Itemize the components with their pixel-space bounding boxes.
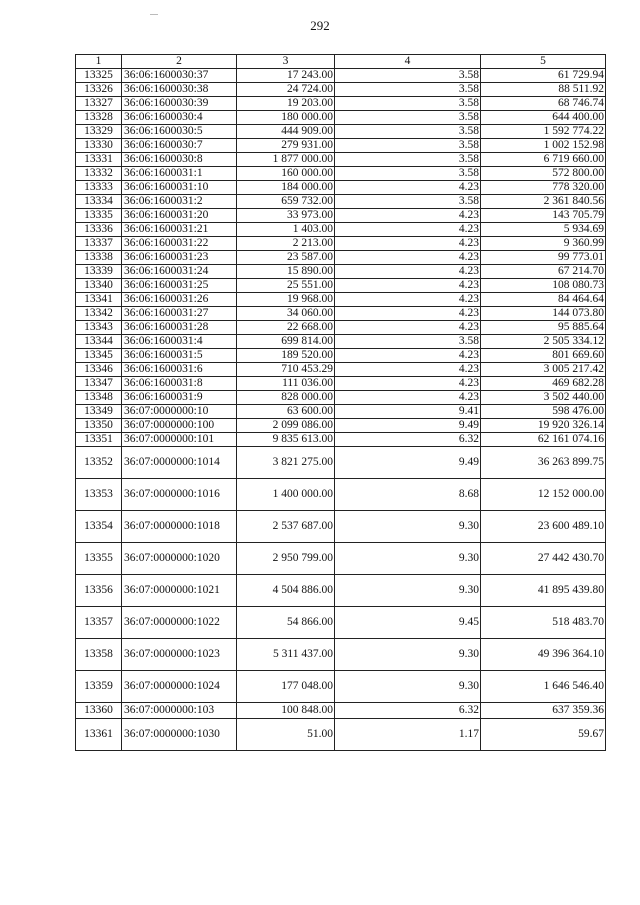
table-row (76, 607, 606, 639)
cadastral-number-cell: 36:06:1600031:5 (122, 349, 237, 363)
rate-cell: 3.58 (335, 69, 481, 83)
row-number-cell: 13325 (76, 69, 122, 83)
row-number-cell: 13329 (76, 125, 122, 139)
row-number-cell: 13340 (76, 279, 122, 293)
value-cell: 2 361 840.56 (481, 195, 606, 209)
area-cell: 25 551.00 (237, 279, 335, 293)
cadastral-number-cell: 36:07:0000000:100 (122, 419, 237, 433)
table-row (76, 575, 606, 607)
table-row (76, 195, 606, 209)
area-cell: 699 814.00 (237, 335, 335, 349)
row-number-cell: 13360 (76, 703, 122, 719)
table-row (76, 97, 606, 111)
area-cell: 9 835 613.00 (237, 433, 335, 447)
cadastral-number-cell: 36:06:1600031:9 (122, 391, 237, 405)
table-row (76, 265, 606, 279)
column-header: 2 (122, 55, 237, 69)
row-number-cell: 13354 (76, 511, 122, 543)
table-row (76, 377, 606, 391)
value-cell: 6 719 660.00 (481, 153, 606, 167)
table-row (76, 153, 606, 167)
row-number-cell: 13351 (76, 433, 122, 447)
table-row (76, 293, 606, 307)
area-cell: 3 821 275.00 (237, 447, 335, 479)
cadastral-number-cell: 36:06:1600030:4 (122, 111, 237, 125)
table-row (76, 391, 606, 405)
rate-cell: 9.30 (335, 671, 481, 703)
value-cell: 144 073.80 (481, 307, 606, 321)
value-cell: 61 729.94 (481, 69, 606, 83)
cadastral-number-cell: 36:06:1600030:38 (122, 83, 237, 97)
value-cell: 36 263 899.75 (481, 447, 606, 479)
rate-cell: 4.23 (335, 209, 481, 223)
area-cell: 15 890.00 (237, 265, 335, 279)
value-cell: 1 002 152.98 (481, 139, 606, 153)
rate-cell: 3.58 (335, 97, 481, 111)
row-number-cell: 13358 (76, 639, 122, 671)
column-header: 1 (76, 55, 122, 69)
row-number-cell: 13336 (76, 223, 122, 237)
rate-cell: 4.23 (335, 181, 481, 195)
value-cell: 143 705.79 (481, 209, 606, 223)
table-row (76, 125, 606, 139)
cadastral-number-cell: 36:07:0000000:1030 (122, 719, 237, 751)
area-cell: 34 060.00 (237, 307, 335, 321)
rate-cell: 4.23 (335, 307, 481, 321)
rate-cell: 9.41 (335, 405, 481, 419)
area-cell: 2 099 086.00 (237, 419, 335, 433)
table-row (76, 83, 606, 97)
rate-cell: 3.58 (335, 111, 481, 125)
area-cell: 17 243.00 (237, 69, 335, 83)
column-header: 5 (481, 55, 606, 69)
area-cell: 100 848.00 (237, 703, 335, 719)
rate-cell: 3.58 (335, 139, 481, 153)
table-row (76, 479, 606, 511)
row-number-cell: 13353 (76, 479, 122, 511)
table-row (76, 223, 606, 237)
row-number-cell: 13342 (76, 307, 122, 321)
area-cell: 22 668.00 (237, 321, 335, 335)
row-number-cell: 13343 (76, 321, 122, 335)
row-number-cell: 13333 (76, 181, 122, 195)
row-number-cell: 13348 (76, 391, 122, 405)
rate-cell: 3.58 (335, 335, 481, 349)
rate-cell: 4.23 (335, 391, 481, 405)
cadastral-number-cell: 36:07:0000000:101 (122, 433, 237, 447)
rate-cell: 4.23 (335, 237, 481, 251)
column-header: 3 (237, 55, 335, 69)
rate-cell: 9.30 (335, 639, 481, 671)
row-number-cell: 13338 (76, 251, 122, 265)
row-number-cell: 13344 (76, 335, 122, 349)
table-row (76, 181, 606, 195)
cadastral-number-cell: 36:06:1600030:8 (122, 153, 237, 167)
row-number-cell: 13356 (76, 575, 122, 607)
area-cell: 1 403.00 (237, 223, 335, 237)
rate-cell: 4.23 (335, 363, 481, 377)
cadastral-number-cell: 36:06:1600030:37 (122, 69, 237, 83)
value-cell: 62 161 074.16 (481, 433, 606, 447)
rate-cell: 9.30 (335, 511, 481, 543)
table-body (76, 69, 606, 751)
rate-cell: 6.32 (335, 703, 481, 719)
value-cell: 1 592 774.22 (481, 125, 606, 139)
cadastral-number-cell: 36:07:0000000:1018 (122, 511, 237, 543)
cadastral-number-cell: 36:06:1600030:39 (122, 97, 237, 111)
value-cell: 27 442 430.70 (481, 543, 606, 575)
area-cell: 659 732.00 (237, 195, 335, 209)
rate-cell: 4.23 (335, 349, 481, 363)
table-row (76, 209, 606, 223)
row-number-cell: 13349 (76, 405, 122, 419)
cadastral-number-cell: 36:07:0000000:1020 (122, 543, 237, 575)
row-number-cell: 13330 (76, 139, 122, 153)
cadastral-number-cell: 36:06:1600031:23 (122, 251, 237, 265)
table-row (76, 447, 606, 479)
rate-cell: 9.30 (335, 575, 481, 607)
area-cell: 1 877 000.00 (237, 153, 335, 167)
table-row (76, 363, 606, 377)
cadastral-number-cell: 36:07:0000000:103 (122, 703, 237, 719)
row-number-cell: 13337 (76, 237, 122, 251)
table-row (76, 639, 606, 671)
table-row (76, 719, 606, 751)
rate-cell: 3.58 (335, 195, 481, 209)
area-cell: 51.00 (237, 719, 335, 751)
cadastral-number-cell: 36:06:1600031:1 (122, 167, 237, 181)
area-cell: 54 866.00 (237, 607, 335, 639)
cadastral-number-cell: 36:06:1600030:5 (122, 125, 237, 139)
page-number: 292 (310, 18, 330, 33)
rate-cell: 3.58 (335, 153, 481, 167)
area-cell: 180 000.00 (237, 111, 335, 125)
value-cell: 67 214.70 (481, 265, 606, 279)
table-row (76, 671, 606, 703)
area-cell: 828 000.00 (237, 391, 335, 405)
rate-cell: 3.58 (335, 167, 481, 181)
rate-cell: 1.17 (335, 719, 481, 751)
area-cell: 4 504 886.00 (237, 575, 335, 607)
value-cell: 801 669.60 (481, 349, 606, 363)
row-number-cell: 13335 (76, 209, 122, 223)
value-cell: 49 396 364.10 (481, 639, 606, 671)
value-cell: 95 885.64 (481, 321, 606, 335)
value-cell: 99 773.01 (481, 251, 606, 265)
cadastral-number-cell: 36:06:1600031:20 (122, 209, 237, 223)
row-number-cell: 13357 (76, 607, 122, 639)
row-number-cell: 13339 (76, 265, 122, 279)
table-row (76, 237, 606, 251)
cadastral-number-cell: 36:06:1600031:24 (122, 265, 237, 279)
rate-cell: 3.58 (335, 83, 481, 97)
cadastral-number-cell: 36:06:1600031:25 (122, 279, 237, 293)
rate-cell: 4.23 (335, 321, 481, 335)
value-cell: 469 682.28 (481, 377, 606, 391)
cadastral-number-cell: 36:07:0000000:1022 (122, 607, 237, 639)
table-row (76, 543, 606, 575)
rate-cell: 4.23 (335, 293, 481, 307)
value-cell: 59.67 (481, 719, 606, 751)
value-cell: 518 483.70 (481, 607, 606, 639)
cadastral-number-cell: 36:06:1600031:4 (122, 335, 237, 349)
row-number-cell: 13331 (76, 153, 122, 167)
table-row (76, 307, 606, 321)
cadastral-number-cell: 36:06:1600031:2 (122, 195, 237, 209)
cadastral-value-table (75, 54, 606, 751)
rate-cell: 6.32 (335, 433, 481, 447)
row-number-cell: 13350 (76, 419, 122, 433)
row-number-cell: 13355 (76, 543, 122, 575)
value-cell: 778 320.00 (481, 181, 606, 195)
value-cell: 88 511.92 (481, 83, 606, 97)
value-cell: 68 746.74 (481, 97, 606, 111)
table-row (76, 321, 606, 335)
value-cell: 3 502 440.00 (481, 391, 606, 405)
table-row (76, 703, 606, 719)
cadastral-number-cell: 36:07:0000000:1014 (122, 447, 237, 479)
value-cell: 3 005 217.42 (481, 363, 606, 377)
cadastral-number-cell: 36:06:1600030:7 (122, 139, 237, 153)
row-number-cell: 13328 (76, 111, 122, 125)
value-cell: 1 646 546.40 (481, 671, 606, 703)
row-number-cell: 13347 (76, 377, 122, 391)
rate-cell: 4.23 (335, 265, 481, 279)
table-row (76, 349, 606, 363)
row-number-cell: 13332 (76, 167, 122, 181)
cadastral-number-cell: 36:06:1600031:6 (122, 363, 237, 377)
rate-cell: 4.23 (335, 223, 481, 237)
table-row (76, 405, 606, 419)
rate-cell: 9.49 (335, 447, 481, 479)
value-cell: 572 800.00 (481, 167, 606, 181)
value-cell: 41 895 439.80 (481, 575, 606, 607)
table-row (76, 511, 606, 543)
column-header: 4 (335, 55, 481, 69)
cadastral-number-cell: 36:07:0000000:1023 (122, 639, 237, 671)
area-cell: 19 968.00 (237, 293, 335, 307)
table-row (76, 335, 606, 349)
header-row (76, 55, 606, 69)
value-cell: 12 152 000.00 (481, 479, 606, 511)
value-cell: 2 505 334.12 (481, 335, 606, 349)
area-cell: 33 973.00 (237, 209, 335, 223)
rate-cell: 4.23 (335, 377, 481, 391)
value-cell: 84 464.64 (481, 293, 606, 307)
area-cell: 111 036.00 (237, 377, 335, 391)
rate-cell: 4.23 (335, 251, 481, 265)
value-cell: 637 359.36 (481, 703, 606, 719)
cadastral-number-cell: 36:06:1600031:22 (122, 237, 237, 251)
table-row (76, 419, 606, 433)
row-number-cell: 13327 (76, 97, 122, 111)
row-number-cell: 13359 (76, 671, 122, 703)
cadastral-number-cell: 36:06:1600031:28 (122, 321, 237, 335)
area-cell: 279 931.00 (237, 139, 335, 153)
rate-cell: 8.68 (335, 479, 481, 511)
value-cell: 598 476.00 (481, 405, 606, 419)
area-cell: 5 311 437.00 (237, 639, 335, 671)
cadastral-number-cell: 36:06:1600031:10 (122, 181, 237, 195)
table-row (76, 139, 606, 153)
rate-cell: 9.30 (335, 543, 481, 575)
cadastral-number-cell: 36:07:0000000:10 (122, 405, 237, 419)
row-number-cell: 13361 (76, 719, 122, 751)
cadastral-number-cell: 36:06:1600031:8 (122, 377, 237, 391)
cadastral-number-cell: 36:07:0000000:1021 (122, 575, 237, 607)
area-cell: 444 909.00 (237, 125, 335, 139)
cadastral-number-cell: 36:07:0000000:1024 (122, 671, 237, 703)
table-row (76, 433, 606, 447)
value-cell: 23 600 489.10 (481, 511, 606, 543)
cadastral-number-cell: 36:07:0000000:1016 (122, 479, 237, 511)
area-cell: 23 587.00 (237, 251, 335, 265)
area-cell: 63 600.00 (237, 405, 335, 419)
area-cell: 24 724.00 (237, 83, 335, 97)
area-cell: 1 400 000.00 (237, 479, 335, 511)
table-row (76, 111, 606, 125)
row-number-cell: 13341 (76, 293, 122, 307)
area-cell: 2 537 687.00 (237, 511, 335, 543)
area-cell: 2 213.00 (237, 237, 335, 251)
rate-cell: 3.58 (335, 125, 481, 139)
row-number-cell: 13334 (76, 195, 122, 209)
value-cell: 19 920 326.14 (481, 419, 606, 433)
rate-cell: 9.49 (335, 419, 481, 433)
area-cell: 19 203.00 (237, 97, 335, 111)
scan-mark (150, 14, 158, 15)
area-cell: 2 950 799.00 (237, 543, 335, 575)
area-cell: 710 453.29 (237, 363, 335, 377)
value-cell: 108 080.73 (481, 279, 606, 293)
table-row (76, 279, 606, 293)
area-cell: 160 000.00 (237, 167, 335, 181)
table-row (76, 167, 606, 181)
rate-cell: 9.45 (335, 607, 481, 639)
table-row (76, 251, 606, 265)
row-number-cell: 13345 (76, 349, 122, 363)
value-cell: 9 360.99 (481, 237, 606, 251)
value-cell: 644 400.00 (481, 111, 606, 125)
row-number-cell: 13346 (76, 363, 122, 377)
area-cell: 184 000.00 (237, 181, 335, 195)
area-cell: 177 048.00 (237, 671, 335, 703)
area-cell: 189 520.00 (237, 349, 335, 363)
rate-cell: 4.23 (335, 279, 481, 293)
cadastral-number-cell: 36:06:1600031:21 (122, 223, 237, 237)
cadastral-number-cell: 36:06:1600031:26 (122, 293, 237, 307)
table-row (76, 69, 606, 83)
row-number-cell: 13326 (76, 83, 122, 97)
value-cell: 5 934.69 (481, 223, 606, 237)
row-number-cell: 13352 (76, 447, 122, 479)
cadastral-number-cell: 36:06:1600031:27 (122, 307, 237, 321)
